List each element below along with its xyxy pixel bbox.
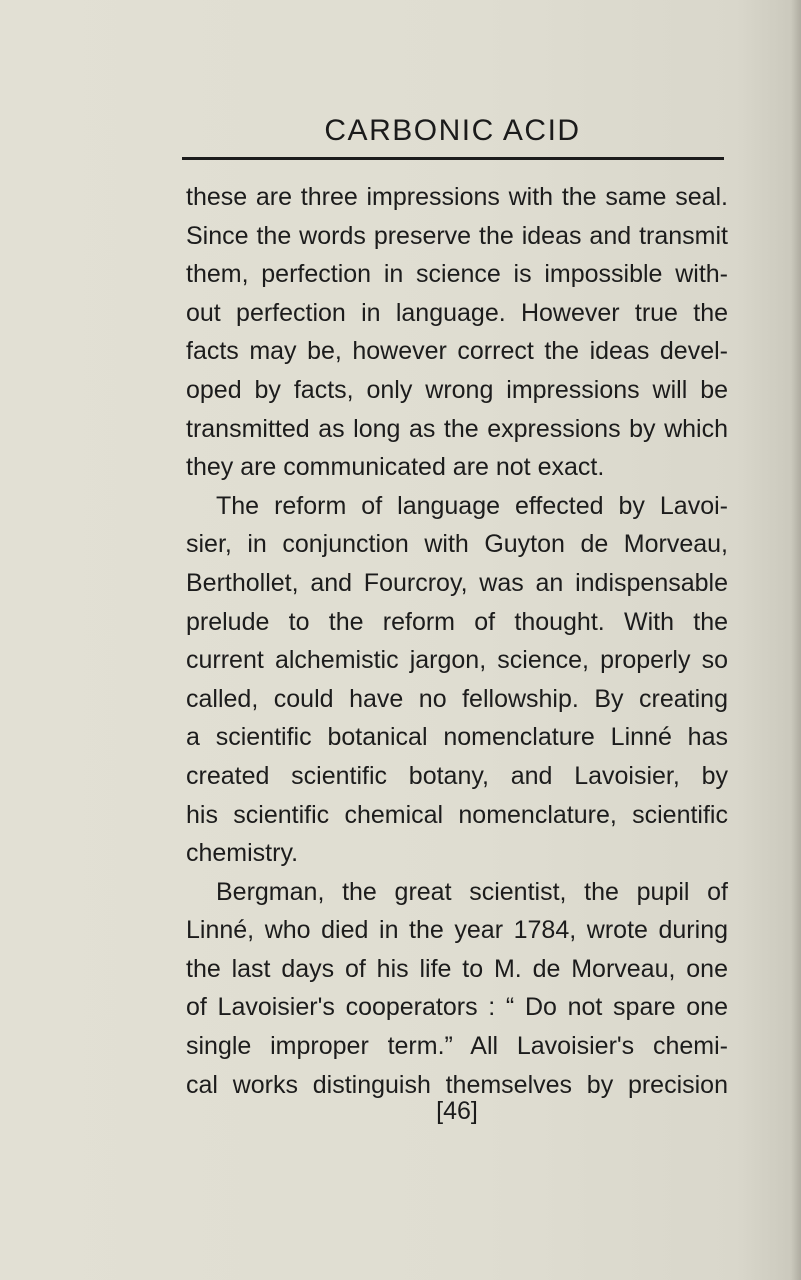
page-number: [46] [436, 1097, 478, 1125]
text-line: they are communicated are not exact. [186, 453, 605, 482]
text-line: sier, in conjunction with Guyton de Morveau, [186, 530, 728, 559]
text-line: current alchemistic jargon, science, properly so [186, 646, 728, 675]
paragraph-first-line: Bergman, the great scientist, the pupil of [216, 877, 728, 906]
text-line: single improper term.” All Lavoisier's chemi- [186, 1032, 728, 1061]
page-edge-shadow [791, 0, 801, 1280]
text-line: a scientific botanical nomenclature Linné has [186, 723, 728, 752]
text-line: out perfection in language. However true the [186, 298, 728, 327]
text-line: of Lavoisier's cooperators : “ Do not spare one [186, 993, 728, 1022]
text-line: chemistry. [186, 839, 299, 868]
text-line: Linné, who died in the year 1784, wrote during [186, 916, 728, 945]
text-line: called, could have no fellowship. By creating [186, 684, 728, 713]
text-line: his scientific chemical nomenclature, scientific [186, 800, 728, 829]
text-line: oped by facts, only wrong impressions will be [186, 375, 728, 404]
text-line: them, perfection in science is impossible with- [186, 260, 728, 289]
running-head: CARBONIC ACID [324, 114, 581, 147]
text-line: transmitted as long as the expressions by which [186, 414, 728, 443]
paragraph-first-line: The reform of language effected by Lavoi- [216, 491, 728, 520]
text-line: facts may be, however correct the ideas devel- [186, 337, 728, 366]
body-text [186, 178, 728, 1104]
text-line: created scientific botany, and Lavoisier, by [186, 761, 728, 790]
text-line: these are three impressions with the same seal. [186, 183, 728, 211]
text-line: the last days of his life to M. de Morveau, one [186, 954, 728, 983]
header-rule [182, 157, 724, 160]
text-line: Since the words preserve the ideas and transmit [186, 221, 728, 250]
text-line: prelude to the reform of thought. With the [186, 607, 728, 636]
text-line: cal works distinguish themselves by precision [186, 1070, 728, 1099]
text-line: Berthollet, and Fourcroy, was an indispensable [186, 568, 728, 597]
